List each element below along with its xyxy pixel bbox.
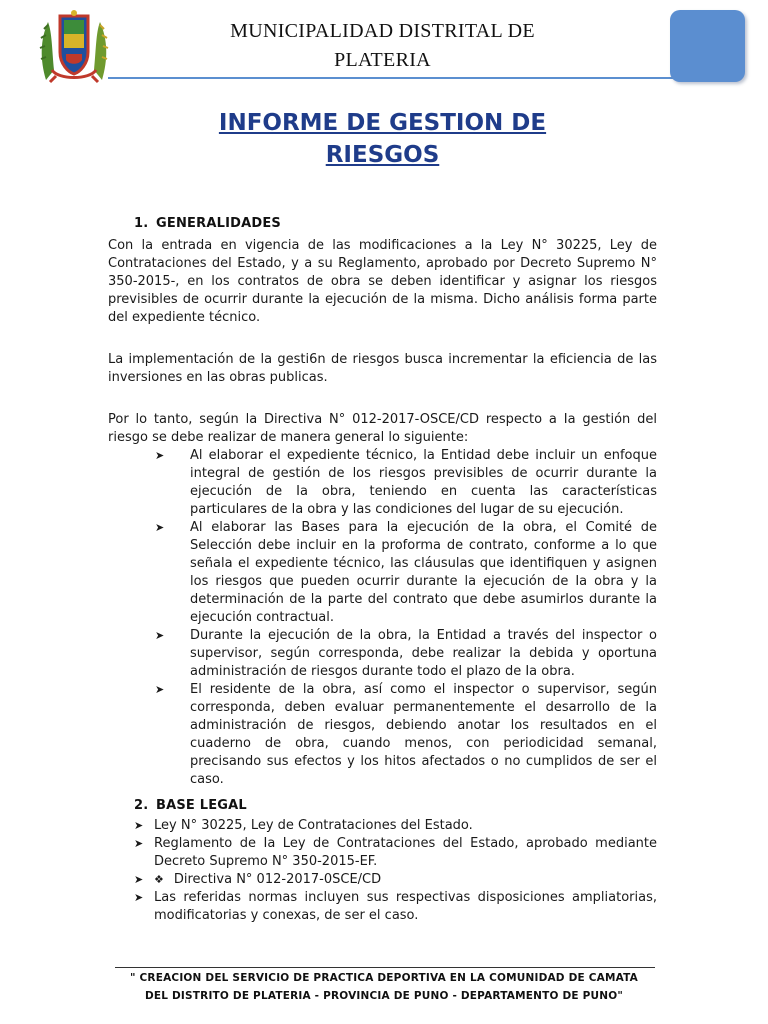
arrow-bullet-icon: ➤ — [155, 521, 165, 534]
list-item — [155, 519, 657, 627]
section-1-title: GENERALIDADES — [156, 216, 281, 231]
footer-project-line2: DEL DISTRITO DE PLATERIA - PROVINCIA DE PUNO - DEPARTAMENTO DE PUNO" — [144, 990, 623, 1002]
header-title-line1: MUNICIPALIDAD DISTRITAL DE — [230, 20, 535, 42]
list-item — [155, 681, 657, 789]
header-divider — [108, 77, 683, 79]
footer-divider — [115, 967, 655, 968]
list-item — [134, 889, 657, 925]
arrow-bullet-icon: ➤ — [134, 819, 144, 832]
list-item-text: Reglamento de Ia Ley de Contrataciones del Estado, aprobado mediante Decreto Supremo N° 350-2015-EF. — [154, 836, 657, 869]
arrow-bullet-icon: ➤ — [155, 629, 165, 642]
section-1-number: 1. — [134, 216, 149, 231]
list-item-text: Al elaborar las Bases para la ejecución de Ia obra, el Comité de Selección debe incluir en la proforma de contrato, conforme a lo que señala el expediente técnico, las cláusulas que identifiquen y asignen los riesgos que pueden ocurrir durante la ejecución de Ia obra y la determinación de la parte del contrato que debe asumirlos durante la ejecución contractual. — [190, 520, 657, 625]
header-title-line2: PLATERIA — [334, 49, 431, 71]
list-item — [134, 817, 657, 835]
section-2-heading — [134, 798, 247, 813]
section-2-title: BASE LEGAL — [156, 798, 247, 813]
document-title-line2: RIESGOS — [325, 142, 440, 168]
legal-basis-list — [134, 817, 657, 925]
arrow-bullet-icon: ➤ — [155, 449, 165, 462]
list-item — [155, 447, 657, 519]
list-item-text: Durante la ejecución de la obra, la Entidad a través del inspector o supervisor, según corresponda, debe realizar la debida y oportuna administración de riesgos durante todo el plazo de Ia obra. — [190, 628, 657, 679]
diamond-bullet-icon: ❖ — [154, 873, 164, 886]
footer-project-line1: " CREACION DEL SERVICIO DE PRACTICA DEPORTIVA EN LA COMUNIDAD DE CAMATA — [130, 972, 638, 984]
list-item — [134, 835, 657, 871]
arrow-bullet-icon: ➤ — [134, 891, 144, 904]
list-item-text: Directiva N° 012-2017-0SCE/CD — [173, 872, 382, 887]
paragraph-implementation: La implementación de la gesti6n de riesgos busca incrementar la eficiencia de las inversiones en las obras publicas. — [108, 352, 657, 385]
municipal-coat-of-arms-logo — [38, 10, 110, 86]
list-item — [134, 871, 657, 889]
header-decorative-tab — [670, 10, 745, 82]
list-item — [155, 627, 657, 681]
paragraph-intro: Con la entrada en vigencia de las modificaciones a la Ley N° 30225, Ley de Contrataciones del Estado, y a su Reglamento, aprobado por Decreto Supremo N° 350-2015-, en los contratos de obra se deben identificar y asignar los riesgos previsibles de ocurrir durante la ejecución de la misma. Dicho análisis forma parte del expediente técnico. — [108, 238, 657, 325]
arrow-bullet-icon: ➤ — [134, 837, 144, 850]
list-item-text: Ley N° 30225, Ley de Contrataciones del Estado. — [154, 818, 473, 833]
paragraph-directive: Por lo tanto, según la Directiva N° 012-2017-OSCE/CD respecto a Ia gestión del riesgo se debe realizar de manera general lo siguiente: — [108, 412, 657, 445]
list-item-text: Al elaborar el expediente técnico, la Entidad debe incluir un enfoque integral de gestión de los riesgos previsibles de ocurrir durante la ejecución de Ia obra, teniendo en cuenta las características particulares de la obra y las condiciones del lugar de su ejecución. — [190, 448, 657, 517]
section-2-number: 2. — [134, 798, 149, 813]
arrow-bullet-icon: ➤ — [134, 873, 144, 886]
list-item-text: Las referidas normas incluyen sus respectivas disposiciones ampliatorias, modificatorias y conexas, de ser el caso. — [154, 890, 657, 923]
directive-bullet-list — [155, 447, 657, 789]
document-title-line1: INFORME DE GESTION DE — [218, 110, 547, 136]
arrow-bullet-icon: ➤ — [155, 683, 165, 696]
section-1-heading — [134, 216, 281, 231]
list-item-text: El residente de la obra, así como el inspector o supervisor, según corresponda, deben evaluar permanentemente el desarrollo de la administración de riesgos, debiendo anotar los resultados en el cuaderno de obra, cuando menos, con periodicidad semanal, precisando sus efectos y los hitos afectados o no cumplidos de ser el caso. — [190, 682, 657, 787]
